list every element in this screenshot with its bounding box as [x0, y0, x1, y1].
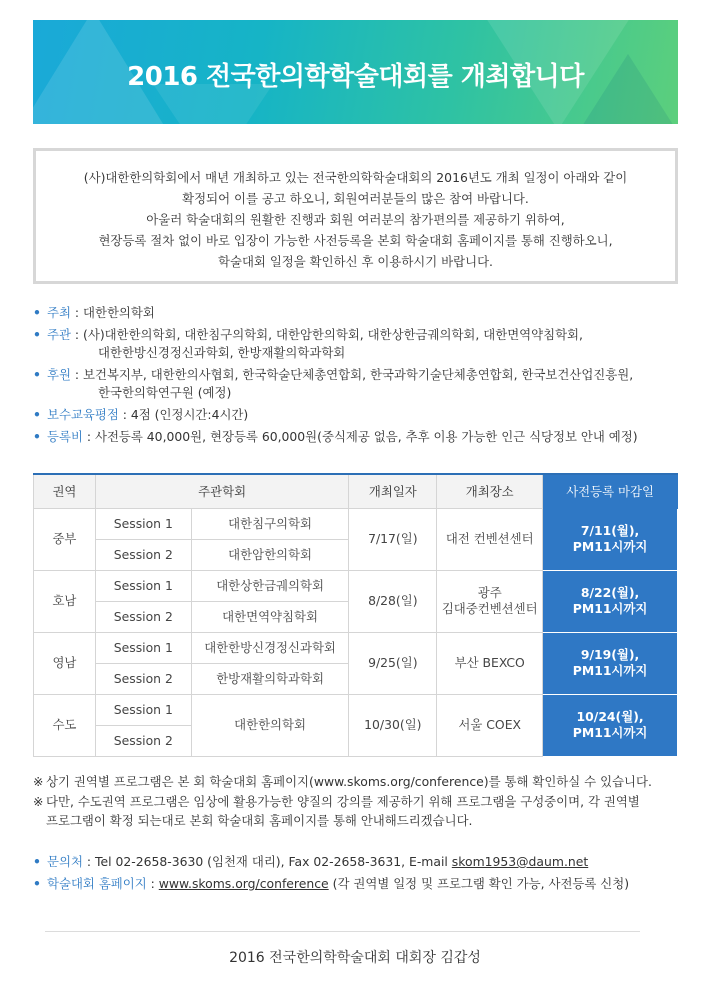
schedule-table — [33, 473, 678, 757]
cell-session: Session 1 — [95, 570, 191, 601]
notice-line: 아울러 학술대회의 원활한 진행과 회원 여러분의 참가편의를 제공하기 위하여, — [146, 212, 565, 227]
title-banner — [33, 20, 678, 124]
homepage-note: (각 권역별 일정 및 프로그램 확인 가능, 사전등록 신청) — [328, 876, 630, 891]
divider — [45, 931, 640, 932]
info-value: 4점 (인정시간:4시간) — [130, 407, 249, 422]
cell-deadline — [543, 508, 678, 570]
cell-deadline — [543, 570, 678, 632]
cell-date: 7/17(일) — [349, 508, 437, 570]
cell-organizer: 대한침구의학회 — [191, 508, 349, 539]
info-label: 주관 — [47, 327, 71, 342]
header-venue: 개최장소 — [437, 474, 543, 508]
cell-venue: 대전 컨벤션센터 — [437, 508, 543, 570]
cell-deadline — [543, 694, 678, 756]
cell-session: Session 2 — [95, 663, 191, 694]
deadline-time: PM11시까지 — [572, 539, 648, 554]
cell-venue: 부산 BEXCO — [437, 632, 543, 694]
bullet-icon: • — [33, 854, 41, 869]
cell-organizer: 대한한방신경정신과학회 — [191, 632, 349, 663]
cell-session: Session 2 — [95, 539, 191, 570]
cell-organizer: 대한상한금궤의학회 — [191, 570, 349, 601]
info-fee: • 등록비 : 사전등록 40,000원, 현장등록 60,000원(중식제공 없음, 추후 이용 가능한 인근 식당정보 안내 예정) — [33, 429, 638, 444]
info-value-cont: 대한한방신경정신과학회, 한방재활의학과학회 — [98, 345, 346, 360]
table-row — [34, 508, 678, 539]
cell-organizer: 대한암한의학회 — [191, 539, 349, 570]
info-label: 보수교육평점 — [47, 407, 119, 422]
cell-region: 영남 — [34, 632, 96, 694]
table-row — [34, 570, 678, 601]
contact-inquiry: • 문의처 : Tel 02-2658-3630 (임천재 대리), Fax 02-2658-3631, E-mail skom1953@daum.net — [33, 851, 693, 873]
notice-line: 학술대회 일정을 확인하신 후 이용하시기 바랍니다. — [218, 254, 493, 269]
contact-homepage: • 학술대회 홈페이지 : www.skoms.org/conference (각 권역별 일정 및 프로그램 확인 가능, 사전등록 신청) — [33, 873, 693, 895]
info-host: • 주최 : 대한한의학회 — [33, 305, 155, 320]
signature: 2016 전국한의학학술대회 대회장 김갑성 — [229, 950, 481, 966]
note-text-cont: 프로그램이 확정 되는대로 본회 학술대회 홈페이지를 통해 안내해드리겠습니다. — [46, 813, 473, 828]
homepage-link[interactable]: www.skoms.org/conference — [158, 876, 329, 891]
cell-organizer: 대한면역약침학회 — [191, 601, 349, 632]
note-text: 상기 권역별 프로그램은 본 회 학술대회 홈페이지(www.skoms.org/conference)를 통해 확인하실 수 있습니다. — [46, 774, 652, 789]
cell-session: Session 1 — [95, 632, 191, 663]
event-info-list — [33, 304, 693, 450]
cell-venue: 서울 COEX — [437, 694, 543, 756]
cell-session: Session 2 — [95, 601, 191, 632]
info-label: 등록비 — [47, 429, 83, 444]
header-deadline: 사전등록 마감일 — [543, 474, 678, 508]
notice-line: 확정되어 이를 공고 하오니, 회원여러분들의 많은 참여 바랍니다. — [182, 191, 529, 206]
note-text: 다만, 수도권역 프로그램은 임상에 활용가능한 양질의 강의를 제공하기 위해 프로그램을 구성중이며, 각 권역별 — [46, 794, 640, 809]
cell-region: 호남 — [34, 570, 96, 632]
info-value: 대한한의학회 — [83, 305, 155, 320]
bullet-icon: • — [33, 407, 41, 422]
note-item — [33, 792, 693, 830]
email-link[interactable]: skom1953@daum.net — [451, 854, 589, 869]
cell-region: 수도 — [34, 694, 96, 756]
bullet-icon: • — [33, 429, 41, 444]
venue-line: 김대중컨벤션센터 — [441, 601, 538, 616]
notice-line: (사)대한한의학회에서 매년 개최하고 있는 전국한의학학술대회의 2016년도 개최 일정이 아래와 같이 — [83, 170, 628, 185]
deadline-date: 10/24(월), — [576, 709, 644, 724]
contact-label: 학술대회 홈페이지 — [47, 876, 147, 891]
deadline-date: 7/11(월), — [580, 523, 640, 538]
deadline-date: 9/19(월), — [580, 647, 640, 662]
cell-date: 8/28(일) — [349, 570, 437, 632]
cell-date: 10/30(일) — [349, 694, 437, 756]
notice-box — [33, 148, 678, 284]
header-organizer: 주관학회 — [95, 474, 349, 508]
info-value-cont: 한국한의학연구원 (예정) — [98, 385, 232, 400]
info-value: 사전등록 40,000원, 현장등록 60,000원(중식제공 없음, 추후 이용 가능한 인근 식당정보 안내 예정) — [94, 429, 638, 444]
contact-text: Tel 02-2658-3630 (임천재 대리), Fax 02-2658-3631, E-mail — [94, 854, 452, 869]
table-row — [34, 632, 678, 663]
info-label: 후원 — [47, 367, 71, 382]
cell-date: 9/25(일) — [349, 632, 437, 694]
table-row — [34, 694, 678, 725]
info-value: 보건복지부, 대한한의사협회, 한국학술단체총연합회, 한국과학기술단체총연합회, 한국보건산업진흥원, — [83, 367, 634, 382]
notes — [33, 772, 693, 831]
table-header-row — [34, 474, 678, 508]
cell-session: Session 2 — [95, 725, 191, 756]
deadline-time: PM11시까지 — [572, 601, 648, 616]
cell-organizer: 대한한의학회 — [191, 694, 349, 756]
venue-line: 광주 — [477, 585, 502, 600]
info-sponsor: • 후원 : 보건복지부, 대한한의사협회, 한국학술단체총연합회, 한국과학기술단체총연합회, 한국보건산업진흥원, 한국한의학연구원 (예정) — [33, 366, 693, 402]
cell-organizer: 한방재활의학과학회 — [191, 663, 349, 694]
page-title: 2016 전국한의학학술대회를 개최합니다 — [127, 62, 584, 92]
bullet-icon: • — [33, 305, 41, 320]
bullet-icon: • — [33, 327, 41, 342]
deadline-time: PM11시까지 — [572, 663, 648, 678]
cell-session: Session 1 — [95, 508, 191, 539]
contact-label: 문의처 — [47, 854, 83, 869]
info-label: 주최 — [47, 305, 71, 320]
info-organizer: • 주관 : (사)대한한의학회, 대한침구의학회, 대한암한의학회, 대한상한금궤의학회, 대한면역약침학회, 대한한방신경정신과학회, 한방재활의학과학회 — [33, 326, 693, 362]
bullet-icon: • — [33, 876, 41, 891]
note-item — [33, 772, 693, 791]
deadline-date: 8/22(월), — [580, 585, 640, 600]
deadline-time: PM11시까지 — [572, 725, 648, 740]
bullet-icon: • — [33, 367, 41, 382]
cell-session: Session 1 — [95, 694, 191, 725]
info-value: (사)대한한의학회, 대한침구의학회, 대한암한의학회, 대한상한금궤의학회, 대한면역약침학회, — [83, 327, 583, 342]
contact-info — [33, 851, 693, 895]
notice-line: 현장등록 절차 없이 바로 입장이 가능한 사전등록을 본회 학술대회 홈페이지를 통해 진행하오니, — [98, 233, 613, 248]
cell-region: 중부 — [34, 508, 96, 570]
header-region: 권역 — [34, 474, 96, 508]
info-credit: • 보수교육평점 : 4점 (인정시간:4시간) — [33, 407, 249, 422]
cell-deadline — [543, 632, 678, 694]
note-mark-icon: ※ — [33, 774, 44, 789]
header-date: 개최일자 — [349, 474, 437, 508]
cell-venue — [437, 570, 543, 632]
note-mark-icon: ※ — [33, 794, 44, 809]
